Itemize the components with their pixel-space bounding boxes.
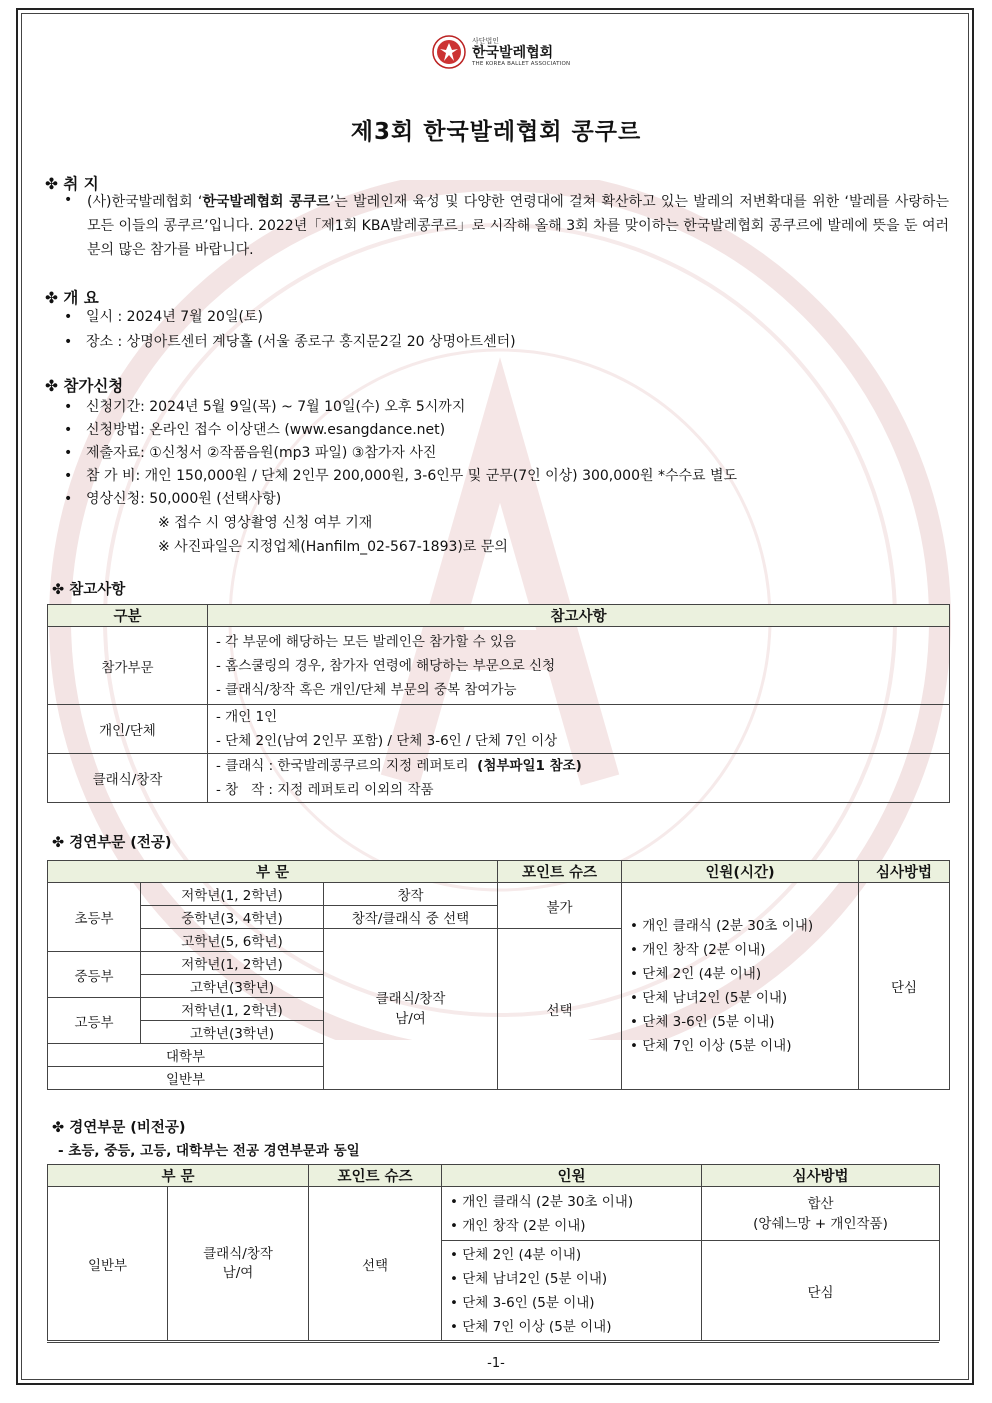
overview-date: 일시 : 2024년 7월 20일(토) (86, 309, 263, 325)
reference-lines (208, 754, 950, 803)
list-item: • 개인 클래식 (2분 30초 이내) (450, 1193, 634, 1210)
table-row (48, 627, 950, 705)
overview-heading: ✤ 개 요 (45, 289, 99, 307)
list-item: • 단체 남녀2인 (5분 이내) (630, 990, 788, 1006)
grade-mid-high: 고학년(3학년) (141, 975, 324, 998)
table-row (48, 754, 950, 803)
major-header-judging: 심사방법 (859, 861, 950, 883)
division-university: 대학부 (48, 1044, 324, 1067)
shoes-common: 선택 (498, 929, 622, 1090)
grade-mid-low: 저학년(1, 2학년) (141, 952, 324, 975)
people-text: 단체 2인 (4분 이내) (462, 1246, 582, 1263)
shoes-elem: 불가 (498, 883, 622, 929)
people-text: 단체 남녀2인 (5분 이내) (642, 990, 788, 1006)
table-row (48, 883, 950, 906)
nonmajor-people-group (442, 1241, 702, 1341)
list-item: • 개인 창작 (2분 이내) (450, 1217, 586, 1234)
nonmajor-judging-single: 단심 (702, 1241, 940, 1341)
major-header-people: 인원(시간) (622, 861, 859, 883)
application-note-photo: ※ 사진파일은 지정업체(Hanfilm_02-567-1893)로 문의 (158, 539, 508, 555)
major-heading: ✤ 경연부문 (전공) (52, 835, 172, 851)
division-elementary: 초등부 (48, 883, 141, 952)
nonmajor-heading: ✤ 경연부문 (비전공) (52, 1120, 186, 1136)
document-title: 제3회 한국발레협회 콩쿠르 (350, 119, 642, 145)
judging-line: (앙쉐느망 + 개인작품) (753, 1215, 888, 1232)
reference-lines (208, 627, 950, 705)
major-header-shoes: 포인트 슈즈 (498, 861, 622, 883)
grade-elem-mid: 중학년(3, 4학년) (141, 906, 324, 929)
genre-common (324, 929, 498, 1090)
nonmajor-shoes: 선택 (309, 1187, 442, 1341)
reference-line: - 클래식/창작 혹은 개인/단체 부문의 중복 참여가능 (216, 681, 517, 698)
division-general: 일반부 (48, 1067, 324, 1090)
ballet-emblem-icon (432, 35, 466, 69)
purpose-text-bold: 한국발레협회 콩쿠르 (202, 194, 330, 210)
list-item: • 단체 남녀2인 (5분 이내) (450, 1270, 608, 1287)
nonmajor-header-judging: 심사방법 (702, 1165, 940, 1187)
nonmajor-competition-table (47, 1164, 940, 1341)
reference-line (216, 754, 945, 778)
logo-name: 한국발레협회 (472, 44, 554, 61)
reference-lines (208, 705, 950, 754)
genre-elem-mid: 창작/클래식 중 선택 (324, 906, 498, 929)
purpose-heading: ✤ 취 지 (45, 175, 99, 193)
reference-line: - 홈스쿨링의 경우, 참가자 연령에 해당하는 부문으로 신청 (216, 657, 556, 674)
application-item: • 제출자료: ①신청서 ②작품음원(mp3 파일) ③참가자 사진 (64, 445, 437, 461)
list-item: • 단체 3-6인 (5분 이내) (450, 1294, 595, 1311)
reference-header-note: 참고사항 (208, 605, 950, 627)
application-fee: 참 가 비: 개인 150,000원 / 단체 2인무 200,000원, 3-6인무 및 군무(7인 이상) 300,000원 *수수료 별도 (86, 468, 738, 484)
major-people-list (622, 883, 859, 1090)
application-documents: 제출자료: ①신청서 ②작품음원(mp3 파일) ③참가자 사진 (86, 445, 437, 461)
major-header-division: 부 문 (48, 861, 498, 883)
overview-item: • 일시 : 2024년 7월 20일(토) (64, 309, 263, 325)
division-middle: 중등부 (48, 952, 141, 998)
bottom-divider (47, 1342, 939, 1343)
reference-line: - 개인 1인 (216, 709, 278, 725)
application-heading: ✤ 참가신청 (45, 377, 124, 395)
nonmajor-header-people: 인원 (442, 1165, 702, 1187)
grade-elem-high: 고학년(5, 6학년) (141, 929, 324, 952)
nonmajor-header-division: 부 문 (48, 1165, 309, 1187)
nonmajor-note: - 초등, 중등, 고등, 대학부는 전공 경연부문과 동일 (58, 1143, 360, 1159)
reference-label-classic-creative: 클래식/창작 (48, 754, 208, 803)
reference-line: - 각 부문에 해당하는 모든 발레인은 참가할 수 있음 (216, 633, 517, 650)
list-item: • 단체 3-6인 (5분 이내) (630, 1014, 775, 1030)
list-item: • 단체 7인 이상 (5분 이내) (630, 1038, 792, 1054)
nonmajor-judging-combined (702, 1187, 940, 1241)
people-text: 단체 7인 이상 (5분 이내) (642, 1038, 792, 1054)
purpose-text-post: ’는 발레인재 육성 및 다양한 연령대에 걸쳐 확산하고 있는 발레의 저변확대를 위한 ‘발레를 사랑하는 모든 이들의 콩쿠르’입니다. 2022년「제1회 KBA발레콩쿠르」로 시작해 올해 3회 차를 맞이하는 한국발레협회 콩쿠르에 발레에 뜻을 둔 여러분의 많은 참가를 바랍니다. (87, 194, 949, 258)
reference-line: - 창 작 : 지정 레퍼토리 이외의 작품 (216, 782, 434, 798)
reference-header-category: 구분 (48, 605, 208, 627)
major-judging: 단심 (859, 883, 950, 1090)
reference-label-solo-group: 개인/단체 (48, 705, 208, 754)
reference-classic-text: - 클래식 : 한국발레콩쿠르의 지정 레퍼토리 (216, 758, 478, 774)
grade-high-high: 고학년(3학년) (141, 1021, 324, 1044)
genre-line: 남/여 (395, 1011, 426, 1027)
application-note-video: ※ 접수 시 영상촬영 신청 여부 기재 (158, 515, 373, 531)
people-text: 개인 클래식 (2분 30초 이내) (642, 918, 814, 934)
application-video: 영상신청: 50,000원 (선택사항) (86, 491, 282, 507)
purpose-text-pre: (사)한국발레협회 ‘ (87, 194, 203, 210)
page-number: -1- (487, 1356, 505, 1371)
application-item: • 참 가 비: 개인 150,000원 / 단체 2인무 200,000원, 3-6인무 및 군무(7인 이상) 300,000원 *수수료 별도 (64, 468, 738, 484)
people-text: 개인 클래식 (2분 30초 이내) (462, 1193, 634, 1210)
genre-line: 남/여 (222, 1264, 254, 1281)
division-high: 고등부 (48, 998, 141, 1044)
application-period: 신청기간: 2024년 5월 9일(목) ~ 7월 10일(수) 오후 5시까지 (86, 399, 466, 415)
nonmajor-division: 일반부 (48, 1187, 168, 1341)
application-method: 신청방법: 온라인 접수 이상댄스 (www.esangdance.net) (86, 422, 446, 438)
list-item: • 단체 2인 (4분 이내) (450, 1246, 582, 1263)
table-row (48, 705, 950, 754)
nonmajor-genre (168, 1187, 309, 1341)
people-text: 단체 남녀2인 (5분 이내) (462, 1270, 608, 1287)
people-text: 개인 창작 (2분 이내) (642, 942, 766, 958)
list-item: • 단체 2인 (4분 이내) (630, 966, 762, 982)
reference-label-division: 참가부문 (48, 627, 208, 705)
overview-venue: 장소 : 상명아트센터 계당홀 (서울 종로구 홍지문2길 20 상명아트센터) (86, 334, 516, 350)
list-item: • 단체 7인 이상 (5분 이내) (450, 1318, 612, 1335)
purpose-text (87, 190, 949, 262)
application-item: • 영상신청: 50,000원 (선택사항) (64, 491, 282, 507)
table-row (48, 1187, 940, 1241)
people-text: 단체 7인 이상 (5분 이내) (462, 1318, 612, 1335)
people-text: 단체 3-6인 (5분 이내) (642, 1014, 775, 1030)
genre-line: 클래식/창작 (203, 1245, 273, 1262)
people-text: 단체 2인 (4분 이내) (642, 966, 762, 982)
grade-elem-low: 저학년(1, 2학년) (141, 883, 324, 906)
attachment-reference: (첨부파일1 참조) (477, 758, 582, 774)
logo-org-type: 사단법인 (472, 36, 500, 45)
list-item: • 개인 클래식 (2분 30초 이내) (630, 918, 814, 934)
association-logo (432, 32, 570, 72)
major-competition-table (47, 860, 950, 1090)
people-text: 단체 3-6인 (5분 이내) (462, 1294, 595, 1311)
reference-heading: ✤ 참고사항 (52, 582, 126, 598)
nonmajor-people-solo (442, 1187, 702, 1241)
application-item: • 신청기간: 2024년 5월 9일(목) ~ 7월 10일(수) 오후 5시까지 (64, 399, 466, 415)
purpose-bullet: • (64, 192, 73, 208)
genre-line: 클래식/창작 (375, 991, 446, 1007)
overview-item: • 장소 : 상명아트센터 계당홀 (서울 종로구 홍지문2길 20 상명아트센터) (64, 334, 516, 350)
nonmajor-header-shoes: 포인트 슈즈 (309, 1165, 442, 1187)
reference-table (47, 604, 950, 803)
list-item: • 개인 창작 (2분 이내) (630, 942, 766, 958)
logo-name-en: THE KOREA BALLET ASSOCIATION (472, 60, 571, 67)
application-item: • 신청방법: 온라인 접수 이상댄스 (www.esangdance.net) (64, 422, 446, 438)
judging-line: 합산 (807, 1195, 834, 1212)
reference-line: - 단체 2인(남여 2인무 포함) / 단체 3-6인 / 단체 7인 이상 (216, 733, 558, 749)
people-text: 개인 창작 (2분 이내) (462, 1217, 586, 1234)
grade-high-low: 저학년(1, 2학년) (141, 998, 324, 1021)
genre-elem-low: 창작 (324, 883, 498, 906)
